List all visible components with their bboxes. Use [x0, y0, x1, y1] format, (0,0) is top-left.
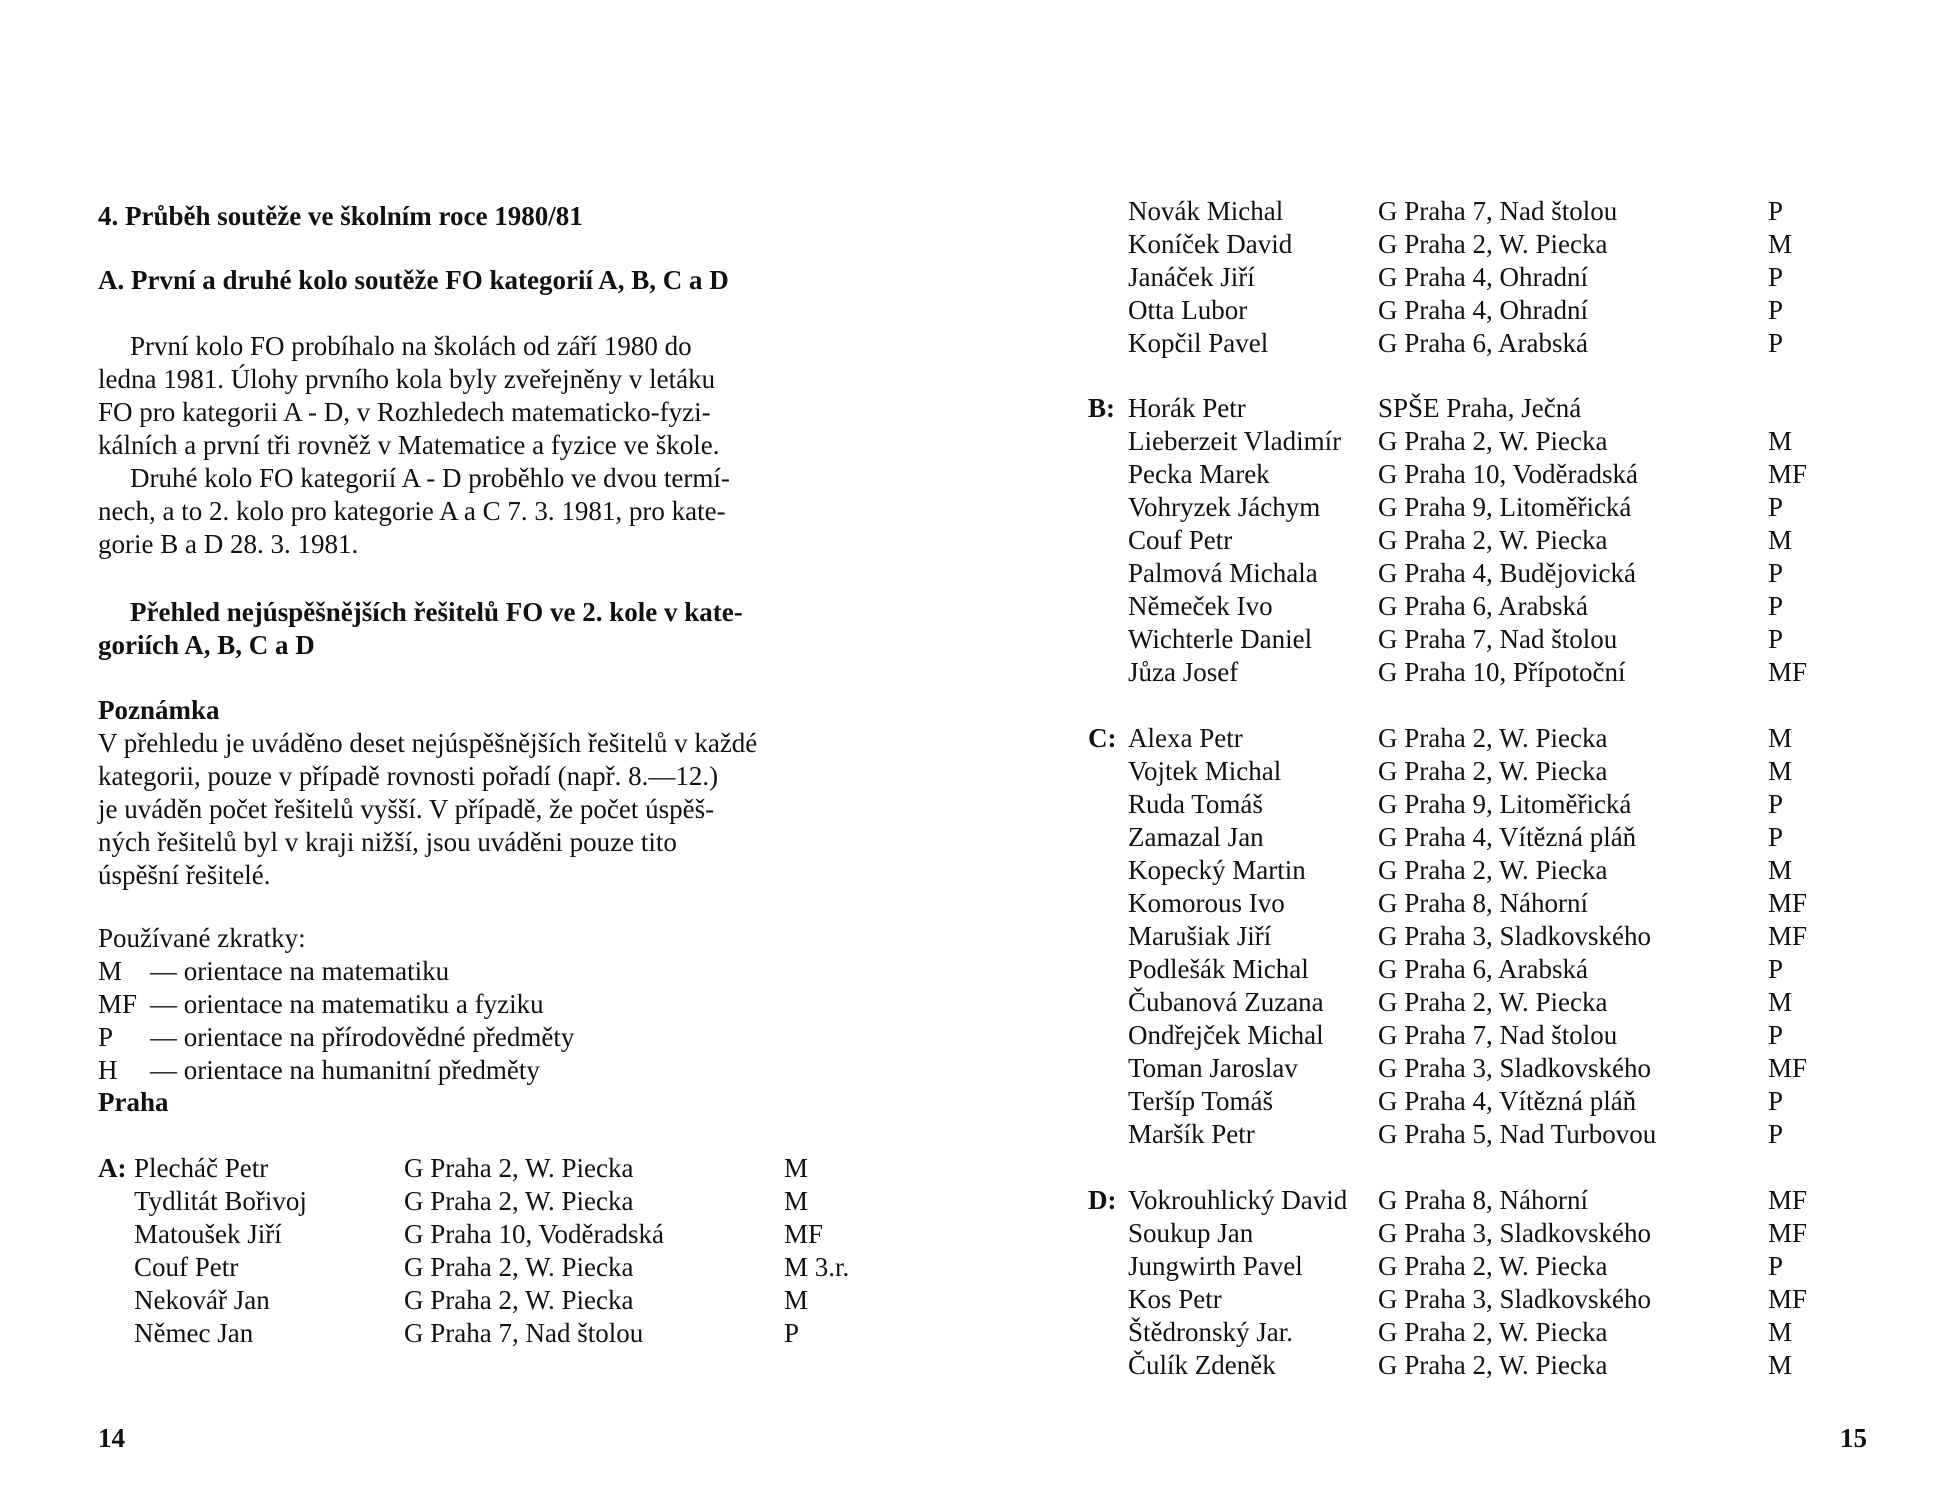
competitor-orientation: MF: [1768, 657, 1808, 687]
abbreviation-code: MF: [98, 989, 138, 1019]
competitor-school: G Praha 10, Přípotoční: [1378, 657, 1626, 687]
competitor-school: G Praha 3, Sladkovského: [1378, 1053, 1651, 1083]
competitor-name: Němeček Ivo: [1128, 591, 1273, 621]
competitor-orientation: M: [1768, 723, 1793, 753]
competitor-orientation: P: [1768, 1020, 1784, 1050]
competitor-name: Toman Jaroslav: [1128, 1053, 1298, 1083]
intro-line: kálních a první tři rovněž v Matematice a fyzice ve škole.: [98, 430, 720, 460]
competitor-orientation: P: [1768, 295, 1784, 325]
intro-line: gorie B a D 28. 3. 1981.: [98, 529, 359, 559]
competitor-name: Novák Michal: [1128, 196, 1284, 226]
competitor-name: Plecháč Petr: [134, 1153, 269, 1183]
competitor-orientation: P: [784, 1318, 800, 1348]
category-letter: C:: [1088, 723, 1117, 753]
page-number-right: 15: [1840, 1423, 1867, 1453]
competitor-name: Ruda Tomáš: [1128, 789, 1263, 819]
competitor-name: Němec Jan: [134, 1318, 254, 1348]
competitor-orientation: P: [1768, 328, 1784, 358]
competitor-name: Pecka Marek: [1128, 459, 1270, 489]
competitor-school: G Praha 7, Nad štolou: [1378, 624, 1618, 654]
competitor-school: G Praha 2, W. Piecka: [1378, 229, 1608, 259]
competitor-school: G Praha 8, Náhorní: [1378, 888, 1588, 918]
competitor-school: G Praha 10, Voděradská: [404, 1219, 664, 1249]
competitor-orientation: M: [1768, 525, 1793, 555]
competitor-school: G Praha 2, W. Piecka: [1378, 723, 1608, 753]
competitor-school: G Praha 2, W. Piecka: [1378, 1350, 1608, 1380]
competitor-orientation: M: [784, 1285, 809, 1315]
competitor-name: Marušiak Jiří: [1128, 921, 1272, 951]
competitor-orientation: M: [1768, 1350, 1793, 1380]
abbreviation-item: [98, 955, 574, 988]
note-label: Poznámka: [98, 695, 220, 725]
competitor-school: G Praha 4, Vítězná pláň: [1378, 822, 1637, 852]
competitor-name: Kopčil Pavel: [1128, 328, 1269, 358]
competitor-school: G Praha 2, W. Piecka: [1378, 987, 1608, 1017]
competitor-school: G Praha 2, W. Piecka: [404, 1186, 634, 1216]
abbreviation-item: [98, 1021, 574, 1054]
competitor-orientation: MF: [1768, 1053, 1808, 1083]
competitor-name: Vojtek Michal: [1128, 756, 1282, 786]
competitor-school: G Praha 7, Nad štolou: [1378, 1020, 1618, 1050]
competitor-name: Couf Petr: [134, 1252, 239, 1282]
competitor-name: Vohryzek Jáchym: [1128, 492, 1321, 522]
competitor-name: Soukup Jan: [1128, 1218, 1254, 1248]
competitor-name: Nekovář Jan: [134, 1285, 270, 1315]
competitor-orientation: P: [1768, 1086, 1784, 1116]
competitor-name: Lieberzeit Vladimír: [1128, 426, 1342, 456]
abbreviation-code: H: [98, 1055, 118, 1085]
competitor-school: G Praha 2, W. Piecka: [404, 1153, 634, 1183]
competitor-school: G Praha 6, Arabská: [1378, 954, 1588, 984]
competitor-name: Koníček David: [1128, 229, 1293, 259]
competitor-name: Otta Lubor: [1128, 295, 1248, 325]
note-line: ných řešitelů byl v kraji nižší, jsou uváděni pouze tito: [98, 827, 677, 857]
competitor-name: Teršíp Tomáš: [1128, 1086, 1273, 1116]
intro-paragraph: [98, 330, 890, 561]
competitor-school: G Praha 2, W. Piecka: [1378, 426, 1608, 456]
competitor-school: G Praha 4, Budějovická: [1378, 558, 1636, 588]
competitor-school: G Praha 8, Náhorní: [1378, 1185, 1588, 1215]
competitor-name: Alexa Petr: [1128, 723, 1243, 753]
competitor-orientation: M: [1768, 756, 1793, 786]
category-letter: A:: [98, 1153, 127, 1183]
competitor-school: G Praha 3, Sladkovského: [1378, 1284, 1651, 1314]
abbreviation-text: — orientace na matematiku a fyziku: [150, 989, 544, 1019]
competitor-orientation: MF: [1768, 1185, 1808, 1215]
note-line: úspěšní řešitelé.: [98, 860, 271, 890]
competitor-school: G Praha 2, W. Piecka: [1378, 855, 1608, 885]
competitor-name: Čulík Zdeněk: [1128, 1350, 1276, 1380]
competitor-orientation: MF: [1768, 1218, 1808, 1248]
competitor-orientation: M: [1768, 229, 1793, 259]
competitor-orientation: M: [784, 1186, 809, 1216]
competitor-orientation: M: [1768, 1317, 1793, 1347]
competitor-orientation: MF: [1768, 921, 1808, 951]
competitor-school: G Praha 10, Voděradská: [1378, 459, 1638, 489]
competitor-name: Horák Petr: [1128, 393, 1246, 423]
competitor-name: Tydlitát Bořivoj: [134, 1186, 307, 1216]
subsection-title: A. První a druhé kolo soutěže FO kategorií A, B, C a D: [98, 265, 729, 295]
competitor-orientation: P: [1768, 262, 1784, 292]
competitor-name: Vokrouhlický David: [1128, 1185, 1348, 1215]
abbreviation-code: M: [98, 956, 123, 986]
competitor-school: G Praha 2, W. Piecka: [1378, 1317, 1608, 1347]
competitor-orientation: MF: [784, 1219, 824, 1249]
competitor-orientation: M: [1768, 426, 1793, 456]
region-heading: Praha: [98, 1087, 169, 1117]
note-line: kategorii, pouze v případě rovnosti pořadí (např. 8.—12.): [98, 761, 719, 791]
competitor-school: G Praha 6, Arabská: [1378, 328, 1588, 358]
competitor-name: Čubanová Zuzana: [1128, 987, 1324, 1017]
competitor-name: Komorous Ivo: [1128, 888, 1285, 918]
competitor-school: G Praha 5, Nad Turbovou: [1378, 1119, 1657, 1149]
competitor-orientation: P: [1768, 1119, 1784, 1149]
intro-line: FO pro kategorii A - D, v Rozhledech matematicko-fyzi-: [98, 397, 711, 427]
competitor-orientation: P: [1768, 196, 1784, 226]
competitor-name: Podlešák Michal: [1128, 954, 1309, 984]
competitor-orientation: P: [1768, 789, 1784, 819]
competitor-orientation: M: [1768, 987, 1793, 1017]
overview-heading: [98, 596, 890, 662]
competitor-school: G Praha 6, Arabská: [1378, 591, 1588, 621]
overview-heading-line: Přehled nejúspěšnějších řešitelů FO ve 2. kole v kate-: [130, 597, 743, 627]
abbreviation-item: [98, 988, 574, 1021]
competitor-orientation: P: [1768, 591, 1784, 621]
note-line: V přehledu je uváděno deset nejúspěšnějších řešitelů v každé: [98, 728, 758, 758]
competitor-school: G Praha 2, W. Piecka: [1378, 525, 1608, 555]
competitor-name: Ondřejček Michal: [1128, 1020, 1324, 1050]
competitor-name: Kopecký Martin: [1128, 855, 1306, 885]
competitor-school: G Praha 7, Nad štolou: [1378, 196, 1618, 226]
right-page: [978, 0, 1956, 1500]
competitor-orientation: P: [1768, 1251, 1784, 1281]
competitor-school: G Praha 3, Sladkovského: [1378, 1218, 1651, 1248]
competitor-school: G Praha 2, W. Piecka: [404, 1285, 634, 1315]
note-line: je uváděn počet řešitelů vyšší. V případě, že počet úspěš-: [98, 794, 715, 824]
competitor-orientation: MF: [1768, 459, 1808, 489]
competitor-orientation: MF: [1768, 888, 1808, 918]
intro-line: ledna 1981. Úlohy prvního kola byly zveřejněny v letáku: [98, 364, 716, 394]
competitor-name: Maršík Petr: [1128, 1119, 1255, 1149]
competitor-school: G Praha 4, Ohradní: [1378, 295, 1588, 325]
competitor-name: Jůza Josef: [1128, 657, 1239, 687]
competitor-orientation: M 3.r.: [784, 1252, 850, 1282]
competitor-orientation: P: [1768, 822, 1784, 852]
page-number-left: 14: [98, 1423, 125, 1453]
competitor-school: G Praha 2, W. Piecka: [404, 1252, 634, 1282]
competitor-school: G Praha 3, Sladkovského: [1378, 921, 1651, 951]
competitor-orientation: P: [1768, 558, 1784, 588]
competitor-orientation: M: [1768, 855, 1793, 885]
competitor-school: G Praha 9, Litoměřická: [1378, 789, 1632, 819]
competitor-orientation: P: [1768, 492, 1784, 522]
abbreviation-text: — orientace na matematiku: [150, 956, 450, 986]
competitor-school: G Praha 4, Ohradní: [1378, 262, 1588, 292]
competitor-orientation: P: [1768, 954, 1784, 984]
abbreviation-text: — orientace na humanitní předměty: [150, 1055, 540, 1085]
competitor-school: G Praha 4, Vítězná pláň: [1378, 1086, 1637, 1116]
abbreviation-code: P: [98, 1022, 114, 1052]
competitor-name: Matoušek Jiří: [134, 1219, 282, 1249]
section-title: 4. Průběh soutěže ve školním roce 1980/81: [98, 201, 583, 231]
competitor-school: G Praha 7, Nad štolou: [404, 1318, 644, 1348]
competitor-name: Kos Petr: [1128, 1284, 1222, 1314]
competitor-school: SPŠE Praha, Ječná: [1378, 393, 1582, 423]
category-letter: B:: [1088, 393, 1115, 423]
abbreviation-item: [98, 1054, 574, 1087]
abbreviation-list: [98, 955, 574, 1087]
competitor-school: G Praha 2, W. Piecka: [1378, 756, 1608, 786]
competitor-orientation: P: [1768, 624, 1784, 654]
category-letter: D:: [1088, 1185, 1117, 1215]
competitor-orientation: MF: [1768, 1284, 1808, 1314]
intro-line: Druhé kolo FO kategorií A - D proběhlo ve dvou termí-: [130, 463, 730, 493]
competitor-school: G Praha 9, Litoměřická: [1378, 492, 1632, 522]
note-block: [98, 694, 890, 892]
overview-heading-line: goriích A, B, C a D: [98, 630, 315, 660]
competitor-name: Couf Petr: [1128, 525, 1233, 555]
abbreviation-text: — orientace na přírodovědné předměty: [150, 1022, 575, 1052]
competitor-name: Štědronský Jar.: [1128, 1317, 1293, 1347]
intro-line: nech, a to 2. kolo pro kategorie A a C 7. 3. 1981, pro kate-: [98, 496, 726, 526]
competitor-orientation: M: [784, 1153, 809, 1183]
competitor-name: Zamazal Jan: [1128, 822, 1264, 852]
competitor-name: Jungwirth Pavel: [1128, 1251, 1303, 1281]
competitor-name: Janáček Jiří: [1128, 262, 1255, 292]
competitor-name: Palmová Michala: [1128, 558, 1318, 588]
competitor-name: Wichterle Daniel: [1128, 624, 1313, 654]
abbrev-intro: Používané zkratky:: [98, 923, 306, 953]
competitor-school: G Praha 2, W. Piecka: [1378, 1251, 1608, 1281]
intro-line: První kolo FO probíhalo na školách od září 1980 do: [130, 331, 692, 361]
